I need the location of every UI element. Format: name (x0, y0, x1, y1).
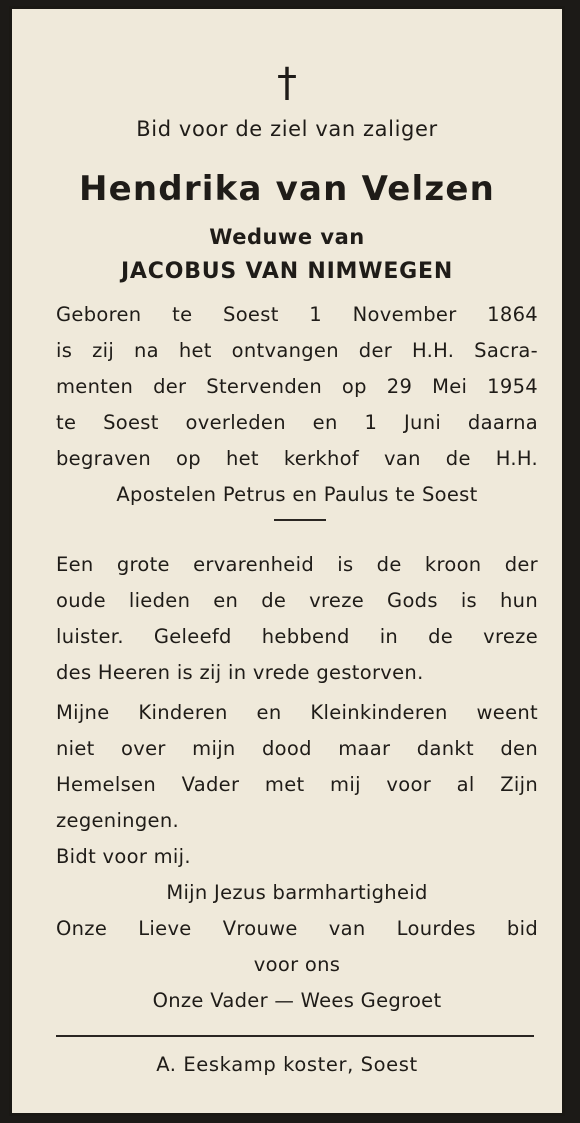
verse-line: oude lieden en de vreze Gods is hun (56, 589, 538, 612)
bio-line: menten der Stervenden op 29 Mei 1954 (56, 375, 538, 398)
bio-line: Apostelen Petrus en Paulus te Soest (116, 483, 478, 506)
bio-line: is zij na het ontvangen der H.H. Sacra- (56, 339, 538, 362)
message-line: zegeningen. (56, 809, 179, 832)
message-line: Hemelsen Vader met mij voor al Zijn (56, 773, 538, 796)
message-line: Bidt voor mij. (56, 845, 191, 868)
message-line: Mijne Kinderen en Kleinkinderen weent (56, 701, 538, 724)
biography-paragraph (56, 297, 538, 513)
prayer-line: Onze Lieve Vrouwe van Lourdes bid (56, 917, 538, 940)
deceased-name: Hendrika van Velzen (78, 169, 496, 209)
verse-line: Een grote ervarenheid is de kroon der (56, 553, 538, 576)
message-line: niet over mijn dood maar dankt den (56, 737, 538, 760)
prayer-line: Onze Vader — Wees Gegroet (152, 989, 442, 1012)
bio-line: begraven op het kerkhof van de H.H. (56, 447, 538, 470)
husband-name: JACOBUS VAN NIMWEGEN (120, 259, 454, 284)
section-divider (274, 519, 326, 521)
verse-line: des Heeren is zij in vrede gestorven. (56, 661, 424, 684)
intro-line: Bid voor de ziel van zaliger (136, 117, 438, 141)
prayer-block (56, 875, 538, 1019)
bio-line: Geboren te Soest 1 November 1864 (56, 303, 538, 326)
footer-divider (56, 1035, 534, 1037)
verse-paragraph (56, 547, 538, 691)
prayer-line: Mijn Jezus barmhartigheid (166, 881, 428, 904)
prayer-line: voor ons (253, 953, 341, 976)
memorial-card (9, 6, 565, 1116)
message-paragraph (56, 695, 538, 875)
verse-line: luister. Geleefd hebbend in de vreze (56, 625, 538, 648)
widow-of-line: Weduwe van (209, 225, 365, 249)
bio-line: te Soest overleden en 1 Juni daarna (56, 411, 538, 434)
cross-icon: † (277, 60, 297, 106)
printer-credit: A. Eeskamp koster, Soest (156, 1053, 418, 1076)
